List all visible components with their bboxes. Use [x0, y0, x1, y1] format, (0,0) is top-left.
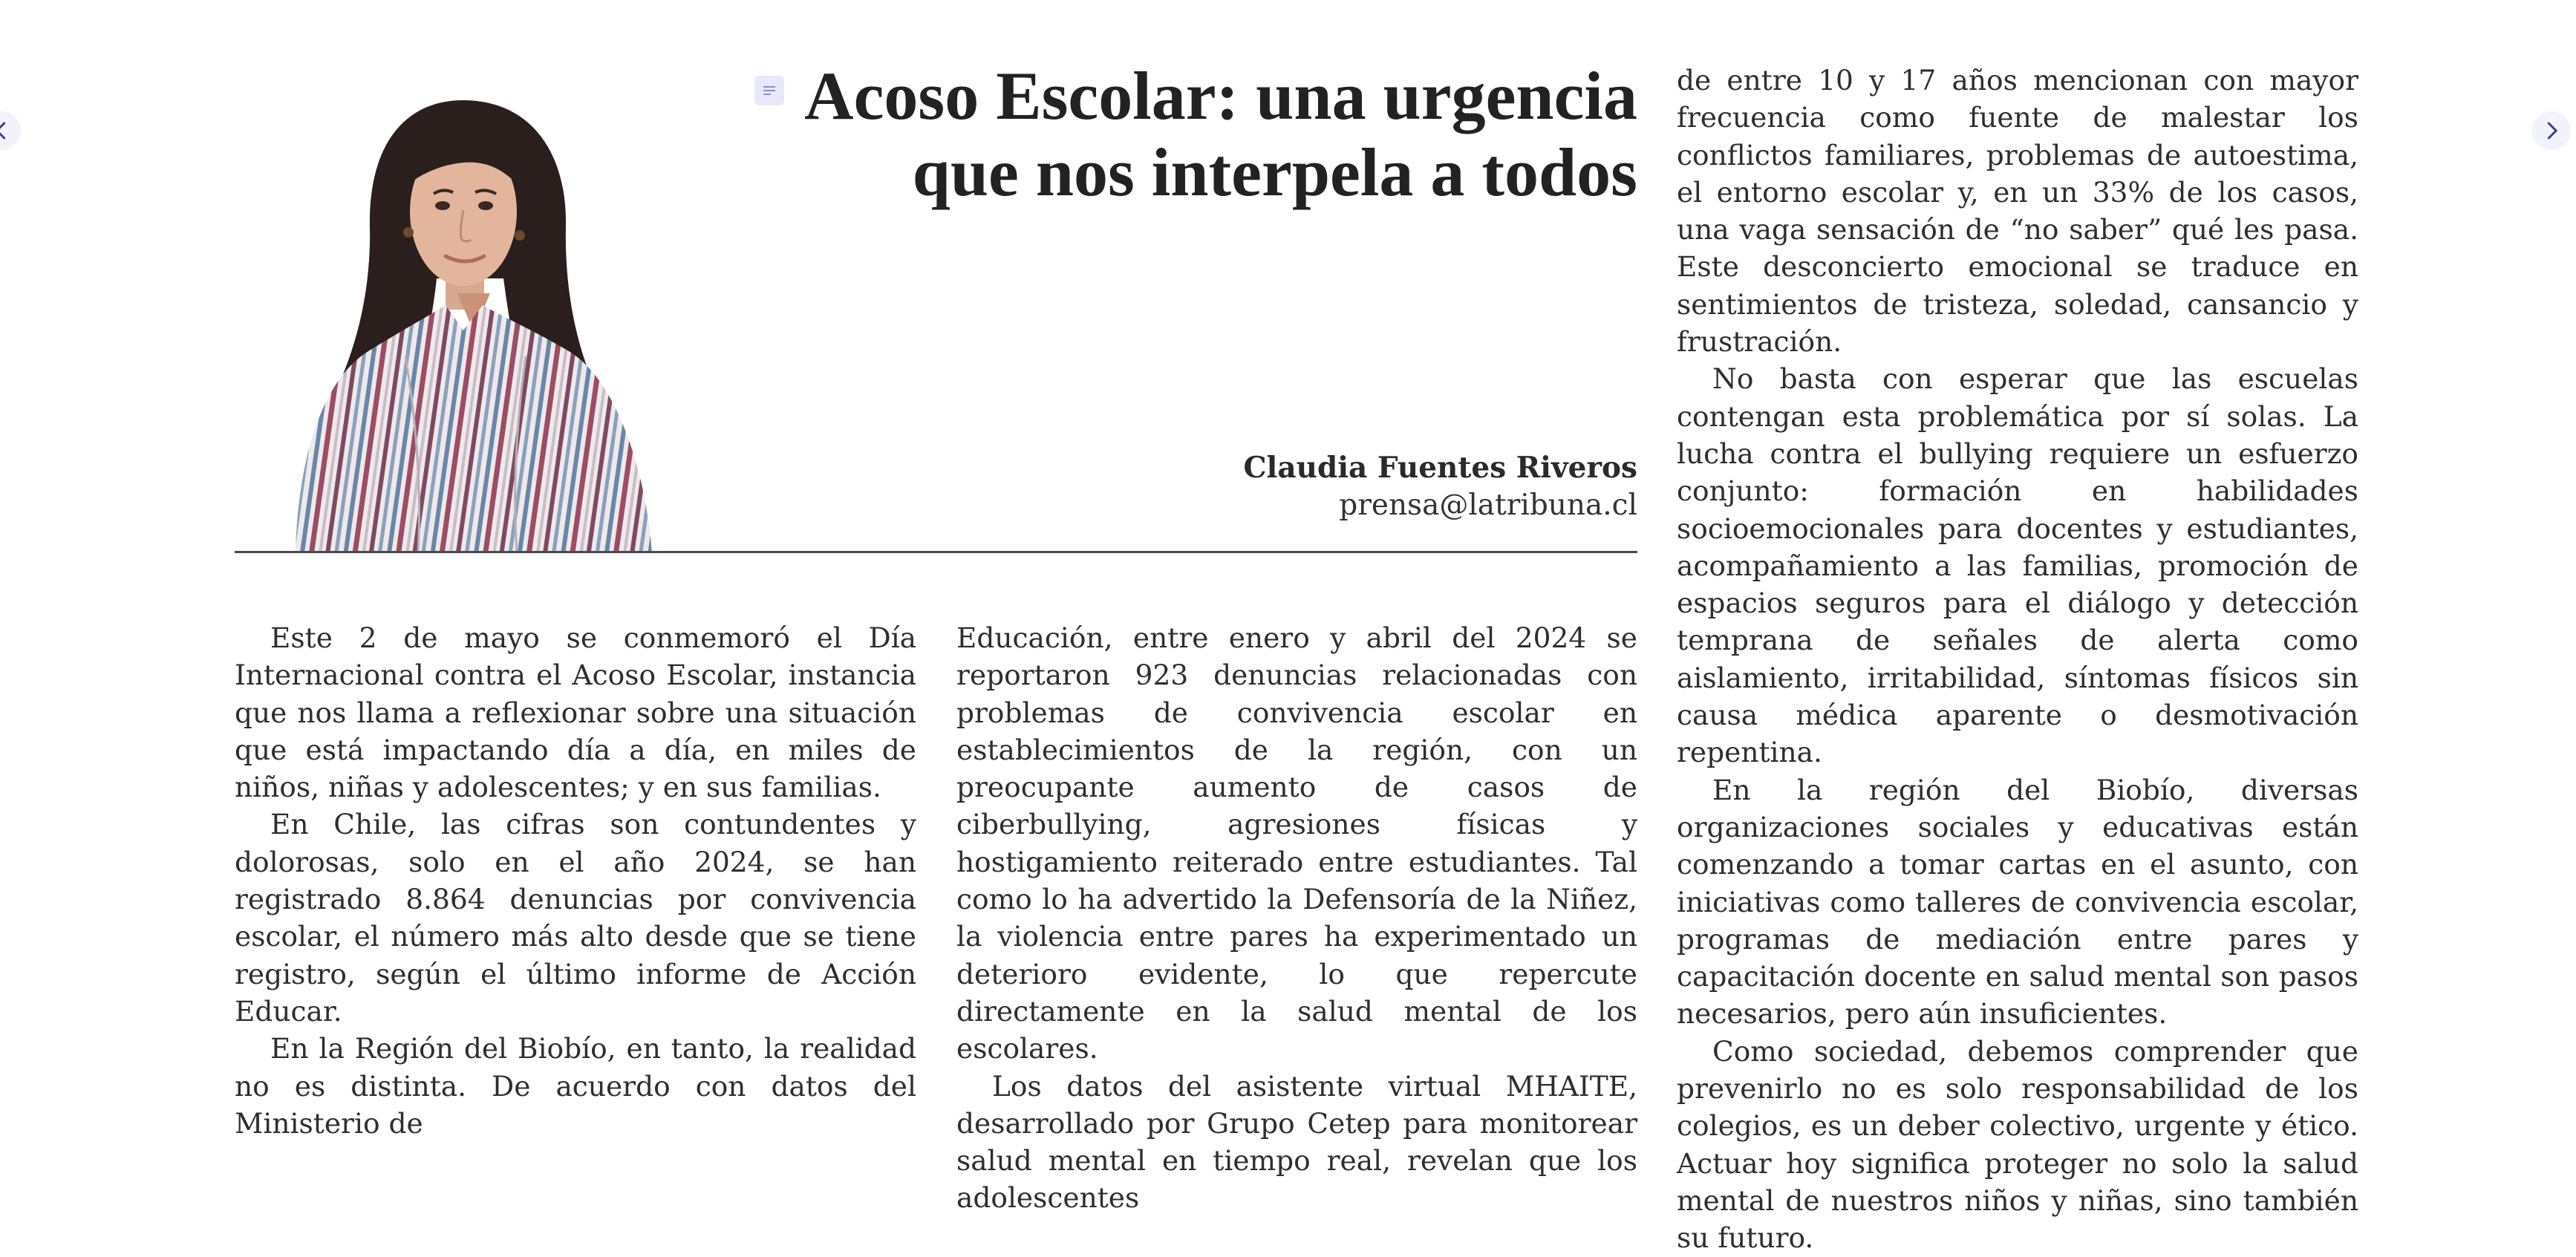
header-divider [235, 551, 1637, 553]
article-column-3 [1677, 62, 2358, 1257]
paragraph: Como sociedad, debemos comprender que prevenirlo no es solo responsabilidad de los colegios, es un deber colectivo, urgente y ético. Actuar hoy significa proteger no solo la salud mental de nuestros niños y niñas, sino también su futuro. [1677, 1034, 2358, 1255]
paragraph: No basta con esperar que las escuelas contengan esta problemática por sí solas. La lucha contra el bullying requiere un esfuerzo conjunto: formación en habilidades socioemocionales para docentes y estudiantes, acompañamiento a las familias, promoción de espacios seguros para el diálogo y detección temprana de señales de alerta como aislamiento, irritabilidad, síntomas físicos sin causa médica aparente o desmotivación repentina. [1677, 362, 2358, 769]
article-column-1 [235, 619, 916, 1142]
paragraph: Los datos del asistente virtual MHAITE, desarrollado por Grupo Cetep para monitorear salud mental en tiempo real, revelan que los adolescentes [956, 1069, 1637, 1215]
paragraph: En la Región del Biobío, en tanto, la realidad no es distinta. De acuerdo con datos del Ministerio de [235, 1032, 916, 1140]
article-column-2 [956, 619, 1637, 1217]
paragraph: Este 2 de mayo se conmemoró el Día Internacional contra el Acoso Escolar, instancia que nos llama a reflexionar sobre una situación que está impactando día a día, en miles de niños, niñas y adolescentes; y en sus familias. [235, 621, 916, 804]
paragraph: Educación, entre enero y abril del 2024 se reportaron 923 denuncias relacionadas con problemas de convivencia escolar en establecimientos de la región, con un preocupante aumento de casos de ciberbullying, agresiones físicas y hostigamiento reiterado entre estudiantes. Tal como lo ha advertido la Defensoría de la Niñez, la violencia entre pares ha experimentado un deterioro evidente, lo que repercute directamente en la salud mental de los escolares. [956, 621, 1637, 1065]
paragraph: de entre 10 y 17 años mencionan con mayor frecuencia como fuente de malestar los conflictos familiares, problemas de autoestima, el entorno escolar y, en un 33% de los casos, una vaga sensación de “no saber” qué les pasa. Este desconcierto emocional se traduce en sentimientos de tristeza, soledad, cansancio y frustración. [1677, 64, 2358, 359]
chevron-right-icon [2540, 120, 2563, 142]
note-lines-icon [762, 84, 777, 97]
author-name: Claudia Fuentes Riveros [1243, 451, 1637, 485]
note-icon[interactable] [754, 76, 784, 105]
previous-page-button[interactable] [0, 111, 21, 150]
paragraph: En Chile, las cifras son contundentes y dolorosas, solo en el año 2024, se han registrado 8.864 denuncias por convivencia escolar, el número más alto desde que se tiene registro, según el último informe de Acción Educar. [235, 808, 916, 1028]
chevron-left-icon [0, 120, 13, 142]
next-page-button[interactable] [2532, 111, 2571, 150]
author-photo [281, 71, 682, 553]
paragraph: En la región del Biobío, diversas organizaciones sociales y educativas están comenzando a tomar cartas en el asunto, con iniciativas como talleres de convivencia escolar, programas de mediación entre pares y capacitación docente en salud mental son pasos necesarios, pero aún insuficientes. [1677, 773, 2358, 1031]
author-email: prensa@latribuna.cl [1339, 489, 1637, 522]
article-title: Acoso Escolar: una urgencia que nos interpela a todos [804, 58, 1637, 210]
